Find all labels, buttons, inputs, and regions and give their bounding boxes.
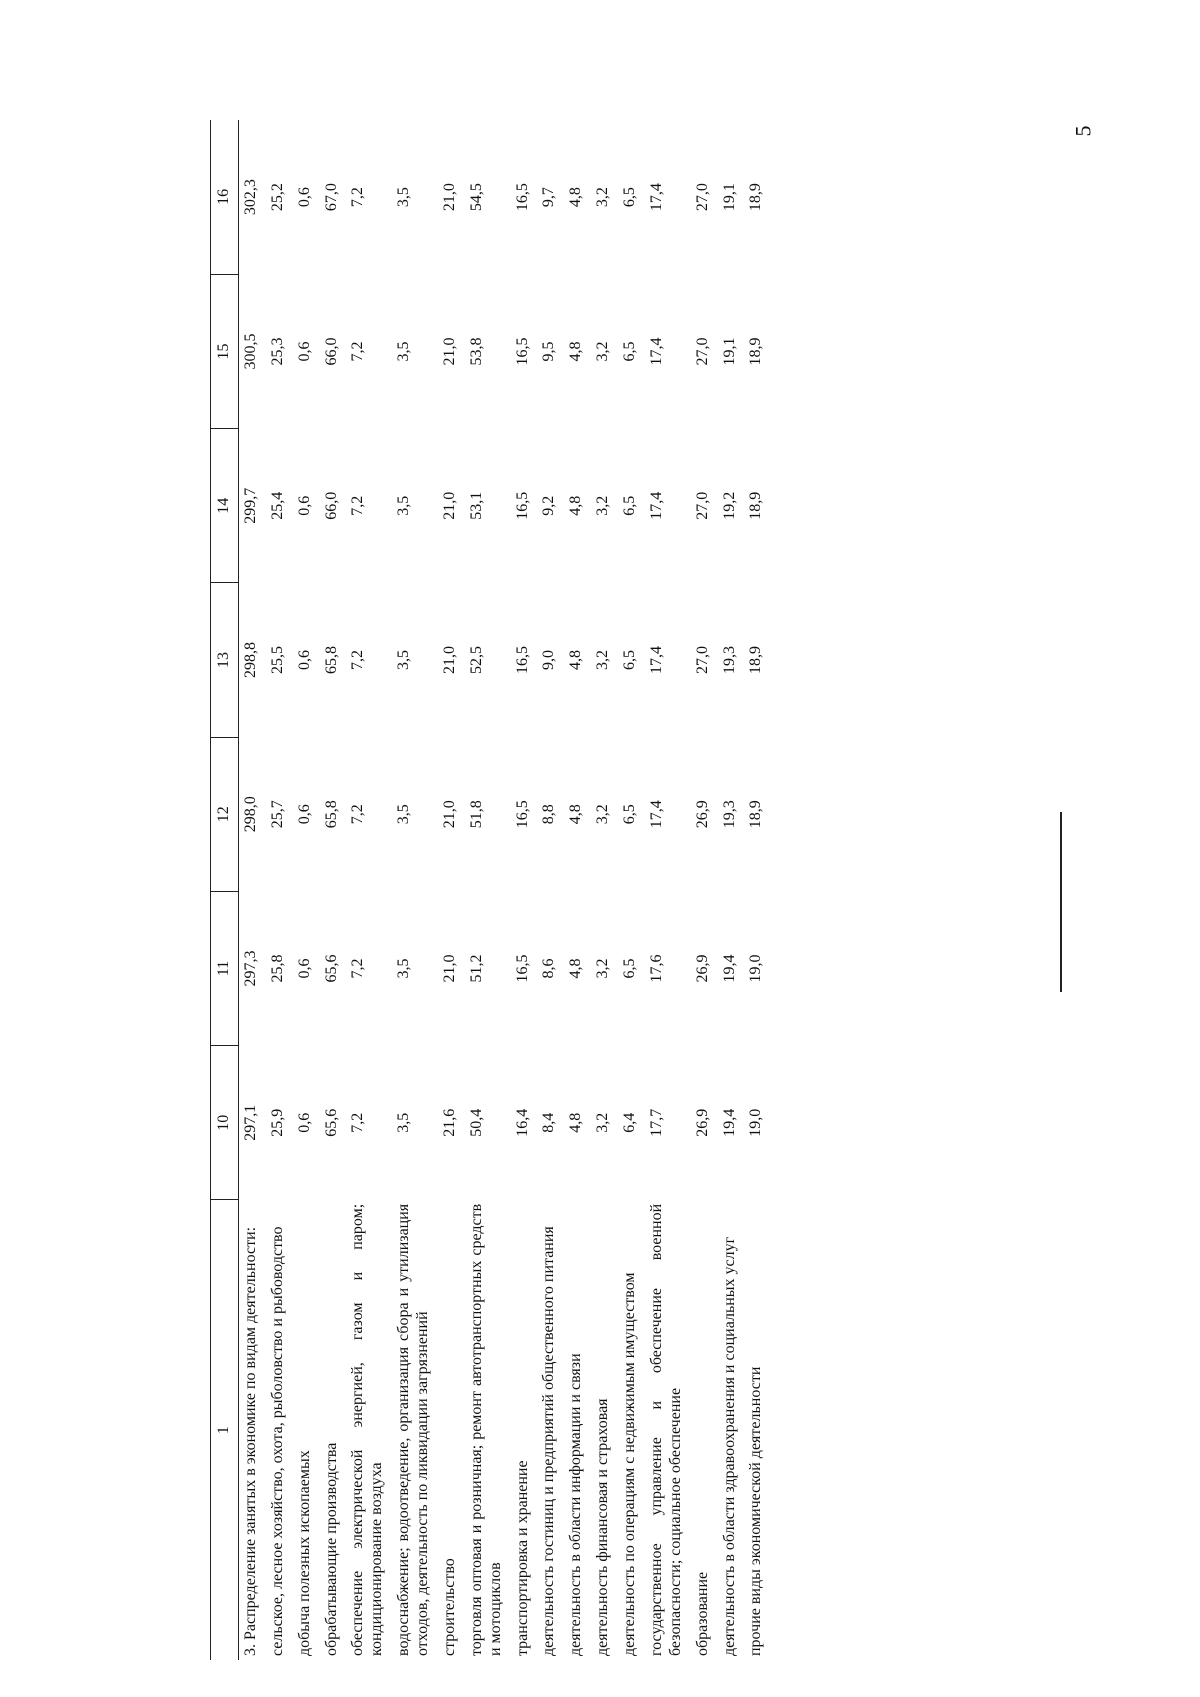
header-col-14: 14 (211, 429, 239, 583)
row-value: 8,4 (540, 1112, 558, 1133)
row-label: обеспечение электрической энергией, газом и паром; кондиционирование воздуха (349, 1203, 386, 1656)
row-value: 3,2 (594, 804, 612, 825)
table-header-row (211, 120, 239, 1660)
row-value: 16,5 (513, 491, 531, 520)
row-value: 8,8 (540, 804, 558, 825)
row-value: 0,6 (295, 804, 313, 825)
row-value: 9,5 (540, 341, 558, 362)
row-label: сельское, лесное хозяйство, охота, рыболовство и рыбоводство (268, 1226, 286, 1656)
table-row (293, 120, 320, 1660)
row-value: 65,8 (322, 800, 340, 829)
table-row (744, 120, 771, 1660)
row-value: 3,2 (594, 187, 612, 208)
row-value: 297,3 (241, 950, 259, 987)
row-value: 65,6 (322, 954, 340, 983)
row-value: 65,6 (322, 1108, 340, 1137)
row-value: 16,5 (513, 954, 531, 983)
row-value: 19,4 (720, 954, 738, 983)
row-label: добыча полезных ископаемых (295, 1450, 313, 1656)
row-value: 0,6 (295, 187, 313, 208)
row-value: 17,4 (647, 337, 665, 366)
rotated-table-container (210, 120, 1090, 1660)
header-col-10: 10 (211, 1046, 239, 1200)
row-value: 16,5 (513, 800, 531, 829)
table-row (718, 120, 745, 1660)
row-label: строительство (440, 1558, 458, 1656)
row-value: 16,5 (513, 337, 531, 366)
row-value: 67,0 (322, 183, 340, 212)
row-value: 18,9 (747, 183, 765, 212)
table-row (691, 120, 718, 1660)
row-value: 302,3 (241, 179, 259, 216)
row-value: 26,9 (693, 1108, 711, 1137)
row-value: 19,3 (720, 800, 738, 829)
table-row (438, 120, 465, 1660)
row-value: 16,5 (513, 183, 531, 212)
row-value: 299,7 (241, 487, 259, 524)
row-value: 25,8 (268, 954, 286, 983)
table-row (645, 120, 691, 1660)
row-value: 53,1 (467, 491, 485, 520)
row-value: 8,6 (540, 958, 558, 979)
row-label: деятельность по операциям с недвижимым имуществом (621, 1272, 638, 1656)
table-row (511, 120, 538, 1660)
row-value: 18,9 (747, 337, 765, 366)
row-value: 17,6 (647, 954, 665, 983)
row-value: 3,2 (594, 958, 612, 979)
header-col-13: 13 (211, 583, 239, 737)
row-value: 3,2 (594, 495, 612, 516)
row-value: 4,8 (567, 804, 585, 825)
row-value: 9,2 (540, 495, 558, 516)
table-row (591, 120, 618, 1660)
row-label: транспортировка и хранение (513, 1460, 531, 1656)
row-value: 66,0 (322, 337, 340, 366)
row-value: 21,0 (440, 800, 458, 829)
row-value: 3,2 (594, 649, 612, 670)
row-value: 19,4 (720, 1108, 738, 1137)
row-value: 27,0 (693, 183, 711, 212)
row-value: 7,2 (349, 958, 367, 979)
page-number: 5 (1070, 125, 1096, 137)
row-value: 51,2 (467, 954, 485, 983)
row-value: 4,8 (567, 495, 585, 516)
row-value: 4,8 (567, 958, 585, 979)
row-value: 7,2 (349, 495, 367, 516)
row-label: государственное управление и обеспечение военной безопасности; социальное обеспечение (647, 1203, 684, 1656)
row-value: 4,8 (567, 1112, 585, 1133)
row-value: 18,9 (747, 491, 765, 520)
row-value: 53,8 (467, 337, 485, 366)
row-value: 19,0 (747, 954, 765, 983)
row-label: прочие виды экономической деятельности (747, 1366, 765, 1656)
row-value: 21,0 (440, 954, 458, 983)
row-label: торговля оптовая и розничная; ремонт автотранспортных средств и мотоциклов (467, 1203, 504, 1656)
row-value: 6,5 (621, 958, 638, 979)
header-col-16: 16 (211, 120, 239, 274)
row-value: 7,2 (349, 187, 367, 208)
row-value: 26,9 (693, 800, 711, 829)
header-col-15: 15 (211, 274, 239, 428)
row-value: 298,0 (241, 796, 259, 833)
row-value: 0,6 (295, 649, 313, 670)
row-value: 7,2 (349, 649, 367, 670)
row-value: 21,6 (440, 1108, 458, 1137)
row-value: 3,5 (395, 187, 413, 208)
row-label: деятельность финансовая и страховая (594, 1398, 612, 1656)
row-value: 19,3 (720, 645, 738, 674)
row-value: 3,5 (395, 341, 413, 362)
row-value: 65,8 (322, 645, 340, 674)
row-value: 25,7 (268, 800, 286, 829)
row-value: 9,7 (540, 187, 558, 208)
row-value: 17,4 (647, 645, 665, 674)
employment-distribution-table (210, 120, 771, 1660)
row-value: 3,5 (395, 649, 413, 670)
row-value: 297,1 (241, 1104, 259, 1141)
table-row (465, 120, 511, 1660)
row-value: 7,2 (349, 341, 367, 362)
row-value: 3,2 (594, 341, 612, 362)
row-value: 0,6 (295, 341, 313, 362)
row-value: 0,6 (295, 1112, 313, 1133)
row-value: 298,8 (241, 641, 259, 678)
row-value: 19,1 (720, 337, 738, 366)
row-value: 16,5 (513, 645, 531, 674)
table-row (266, 120, 293, 1660)
row-value: 18,9 (747, 645, 765, 674)
row-value: 54,5 (467, 183, 485, 212)
row-value: 19,0 (747, 1108, 765, 1137)
row-value: 66,0 (322, 491, 340, 520)
row-value: 4,8 (567, 649, 585, 670)
row-label: деятельность в области информации и связи (567, 1353, 585, 1656)
row-value: 52,5 (467, 645, 485, 674)
row-value: 4,8 (567, 341, 585, 362)
row-value: 4,8 (567, 187, 585, 208)
table-row (238, 120, 265, 1660)
row-value: 17,4 (647, 800, 665, 829)
row-value: 25,2 (268, 183, 286, 212)
row-value: 6,5 (621, 341, 638, 362)
row-value: 25,3 (268, 337, 286, 366)
header-col-11: 11 (211, 891, 239, 1045)
row-value: 21,0 (440, 183, 458, 212)
row-value: 7,2 (349, 804, 367, 825)
row-value: 17,7 (647, 1108, 665, 1137)
row-value: 7,2 (349, 1112, 367, 1133)
table-row (537, 120, 564, 1660)
table-body (238, 120, 771, 1660)
row-value: 16,4 (513, 1108, 531, 1137)
row-value: 19,1 (720, 183, 738, 212)
row-label: обрабатывающие производства (322, 1442, 340, 1656)
table-row (564, 120, 591, 1660)
row-value: 19,2 (720, 491, 738, 520)
row-value: 6,5 (621, 649, 638, 670)
row-value: 27,0 (693, 337, 711, 366)
table-row (392, 120, 438, 1660)
row-value: 50,4 (467, 1108, 485, 1137)
row-label: образование (693, 1571, 711, 1656)
row-value: 6,4 (621, 1112, 638, 1133)
row-value: 300,5 (241, 333, 259, 370)
row-label: деятельность гостиниц и предприятий общественного питания (540, 1226, 558, 1656)
row-label: 3. Распределение занятых в экономике по видам деятельности: (241, 1226, 259, 1656)
table-row (346, 120, 392, 1660)
row-value: 3,2 (594, 1112, 612, 1133)
row-value: 25,4 (268, 491, 286, 520)
row-value: 21,0 (440, 491, 458, 520)
row-value: 17,4 (647, 491, 665, 520)
row-value: 3,5 (395, 1112, 413, 1133)
row-value: 3,5 (395, 804, 413, 825)
row-label: водоснабжение; водоотведение, организация сбора и утилизация отходов, деятельность по ликвидации загрязнений (395, 1203, 431, 1656)
row-value: 3,5 (395, 495, 413, 516)
row-value: 51,8 (467, 800, 485, 829)
row-value: 21,0 (440, 645, 458, 674)
header-col-1: 1 (211, 1200, 239, 1660)
header-col-12: 12 (211, 737, 239, 891)
table-row (320, 120, 347, 1660)
row-value: 9,0 (540, 649, 558, 670)
row-value: 21,0 (440, 337, 458, 366)
row-value: 25,5 (268, 645, 286, 674)
row-value: 17,4 (647, 183, 665, 212)
row-value: 6,5 (621, 495, 638, 516)
row-label: деятельность в области здравоохранения и социальных услуг (720, 1236, 738, 1656)
row-value: 25,9 (268, 1108, 286, 1137)
row-value: 26,9 (693, 954, 711, 983)
row-value: 0,6 (295, 495, 313, 516)
row-value: 3,5 (395, 958, 413, 979)
row-value: 27,0 (693, 645, 711, 674)
row-value: 6,5 (621, 804, 638, 825)
table-row (618, 120, 645, 1660)
row-value: 0,6 (295, 958, 313, 979)
row-value: 27,0 (693, 491, 711, 520)
row-value: 18,9 (747, 800, 765, 829)
row-value: 6,5 (621, 187, 638, 208)
